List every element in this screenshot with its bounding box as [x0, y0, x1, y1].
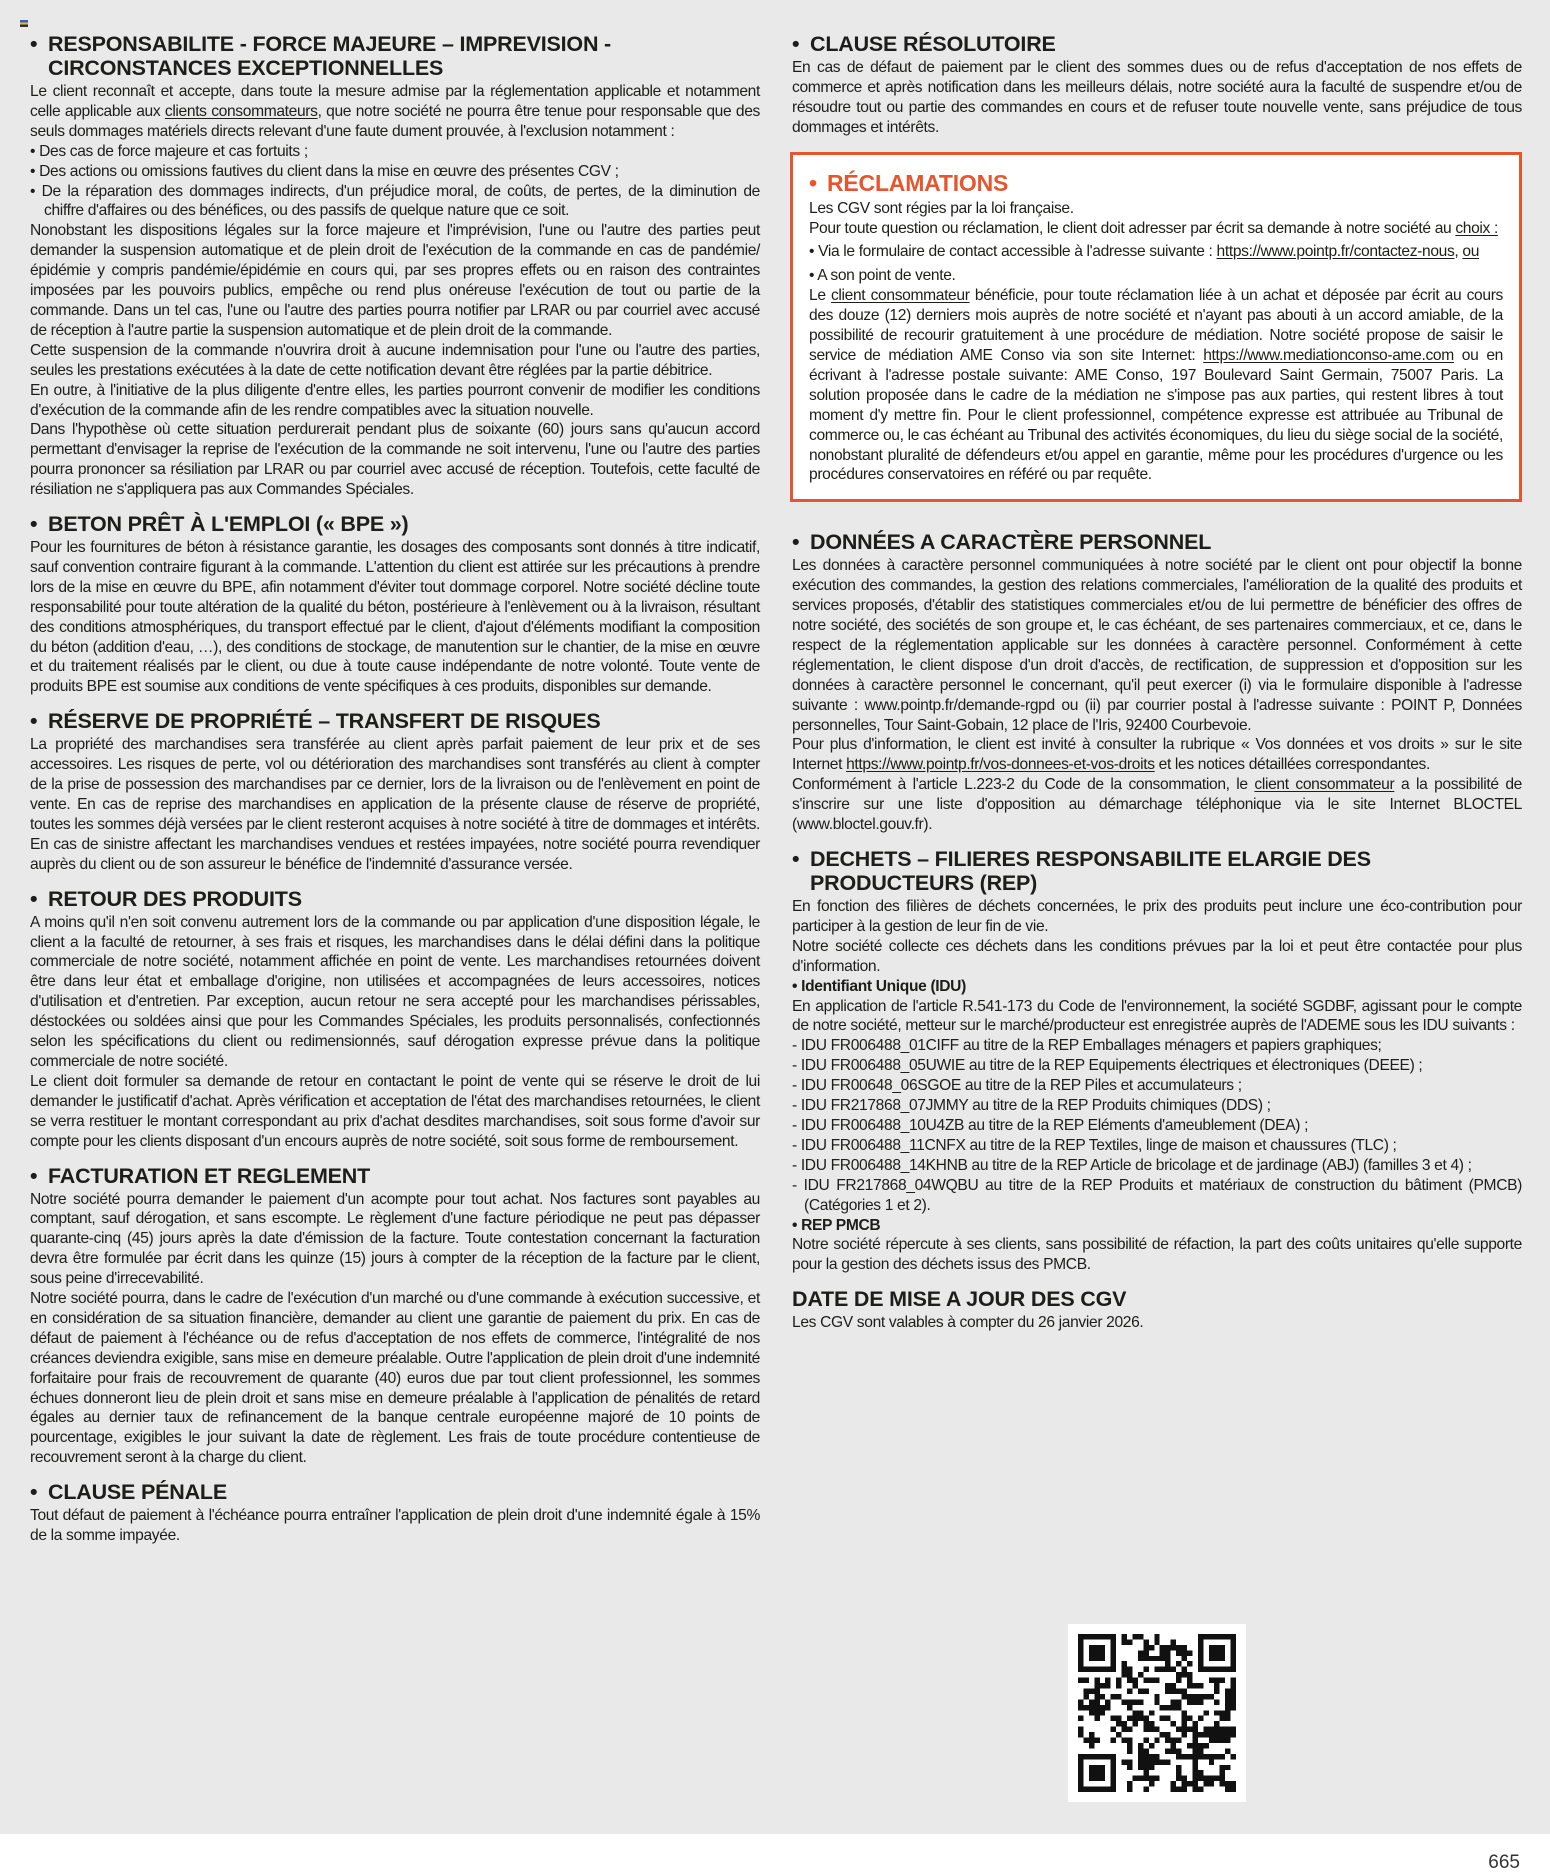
text: Les CGV sont régies par la loi française.: [809, 199, 1074, 217]
text: a la possibilité de s'inscrire sur une liste d'opposition au démarchage téléphonique via le site Internet BLOCTEL (www.bloctel.gouv.fr).: [792, 776, 1522, 834]
page-number: 665: [1488, 1852, 1520, 1873]
text: Tout défaut de paiement à l'échéance pourra entraîner l'application de plein droit d'une indemnité égale à 15% de la somme impayée.: [30, 1507, 760, 1545]
underlined-text: clients consommateurs: [164, 102, 318, 120]
bullet-icon: •: [792, 977, 798, 995]
paragraph: [792, 556, 1522, 735]
section-date-de-mise-a-jour-des-cgv: [792, 1287, 1522, 1333]
section-title-text: DECHETS – FILIERES RESPONSABILITE ELARGIE DES PRODUCTEURS (REP): [810, 847, 1371, 895]
text: A son point de vente.: [817, 267, 956, 285]
underlined-text: choix :: [1455, 219, 1498, 237]
text: ou en écrivant à l'adresse postale suivante: AME Conso, 197 Boulevard Saint Germain, 75007 Paris. La solution proposée dans le cadre de la médiation ne s'impose pas aux parties, qui restent libres à tout moment d'y mettre fin. Pour le client professionnel, compétence expresse est attribuée au Tribunal de commerce ou, le cas échéant au Tribunal des activités économiques, du lieu du siège social de la société, nonobstant pluralité de défendeurs et/ou appel en garantie, même pour les procédures d'urgence ou les procédures conservatoires en référé ou par requête.: [809, 346, 1503, 484]
bullet-icon: •: [30, 32, 38, 56]
paragraph: [30, 1289, 760, 1468]
section-title: [792, 530, 1522, 554]
list-item: [30, 142, 760, 162]
paragraph: [30, 1506, 760, 1546]
bullet-icon: •: [809, 267, 815, 285]
underlined-text: ou: [1462, 243, 1480, 261]
text: IDU FR217868_04WQBU au titre de la REP Produits et matériaux de construction du bâtiment (PMCB) (Catégories 1 et 2).: [803, 1176, 1523, 1214]
text: Notre société collecte ces déchets dans les conditions prévues par la loi et peut être contactée pour plus d'information.: [792, 937, 1522, 975]
text: Identifiant Unique (IDU): [801, 977, 966, 995]
idu-list-item: [792, 1176, 1522, 1216]
text: IDU FR00648_06SGOE au titre de la REP Piles et accumulateurs ;: [800, 1077, 1242, 1095]
section-title: [792, 32, 1522, 56]
paragraph: [30, 538, 760, 697]
section-title-text: BETON PRÊT À L'EMPLOI (« BPE »): [48, 512, 409, 537]
paragraph: [792, 775, 1522, 835]
text: bénéficie, pour toute réclamation liée à un achat et déposée par écrit au cours des douze (12) derniers mois auprès de notre société et n'ayant pas abouti à un accord amiable, de la possibilité de recourir gratuitement à une procédure de médiation. Notre société propose de saisir le service de médiation AME Conso via son site Internet:: [809, 287, 1503, 364]
text: Pour plus d'information, le client est invité à consulter la rubrique « Vos données et vos droits » sur le site Internet: [792, 736, 1522, 774]
text: En outre, à l'initiative de la plus diligente d'entre elles, les parties pourront convenir de modifier les conditions d'exécution de la commande afin de les rendre compatibles avec la situation nouvelle.: [30, 381, 760, 419]
qr-code[interactable]: [1068, 1624, 1246, 1802]
bullet-icon: •: [792, 530, 800, 555]
text: En fonction des filières de déchets concernées, le prix des produits peut inclure une éco-contribution pour participer à la gestion de leur fin de vie.: [792, 898, 1522, 935]
paragraph: [30, 1190, 760, 1290]
idu-list-item: [792, 1116, 1522, 1136]
text: REP PMCB: [801, 1216, 881, 1234]
idu-list-item: [792, 1056, 1522, 1076]
section-beton-pret-a-l-emploi-bpe: [30, 512, 760, 697]
idu-list-item: [792, 1156, 1522, 1176]
section-title: [809, 169, 1503, 197]
paragraph: [809, 286, 1503, 485]
bullet-icon: •: [792, 32, 800, 56]
subheading: [792, 977, 1522, 997]
section-clause-resolutoire: [792, 32, 1522, 138]
bullet-icon: •: [30, 512, 38, 537]
text: Nonobstant les dispositions légales sur la force majeure et l'imprévision, l'une ou l'autre des parties peut demander la suspension automatique et de plein droit de l'exécution de la commande en cas de pandémie/épidémie y compris pandémie/épidémie en cours qui, par ses propres effets ou en raison des contraintes imposées par les pouvoirs publics, empêche ou rend plus onéreuse l'exécution de tout ou partie de la commande. Dans un tel cas, l'une ou l'autre des parties pourra notifier par LRAR ou par courriel avec accusé de réception à l'autre partie la suspension automatique et de plein droit de la commande.: [30, 222, 760, 339]
text: Pour les fournitures de béton à résistance garantie, les dosages des composants sont donnés à titre indicatif, sauf convention contraire figurant à la commande. L'attention du client est attirée sur les précautions à prendre lors de la mise en œuvre du BPE, afin notamment d'éviter tout dommage corporel. Notre société décline toute responsabilité pour toute altération de la qualité du béton, postérieure à l'enlèvement ou à la livraison, résultant des conditions atmosphériques, du transport effectué par le client, d'ajout d'éléments modifiant la composition du béton (addition d'eau, …), des conditions de stockage, de manutention sur le chantier, de la mise en œuvre et du traitement réalisés par le client, ou due à toute cause indépendante de notre volonté. Toute vente de produits BPE est soumise aux conditions de vente spécifiques à ces produits, disponibles sur demande.: [30, 539, 760, 696]
paragraph: [30, 735, 760, 874]
bullet-icon: •: [809, 243, 815, 261]
idu-list-item: [792, 1076, 1522, 1096]
link[interactable]: https://www.pointp.fr/vos-donnees-et-vos-droits: [846, 756, 1155, 774]
text: A moins qu'il n'en soit convenu autrement lors de la commande ou par application d'une disposition légale, le client a la faculté de retourner, à ses frais et risques, les marchandises dans le délai défini dans la politique commerciale de notre société, notamment affichée en point de vente. Les marchandises retournées doivent être dans leur état et emballage d'origine, non utilisées et accompagnées de leurs accessoires, notices d'utilisation et d'entretien. Par exception, aucun retour ne sera accepté pour les marchandises périssables, déstockées ou soldées ainsi que pour les Commandes Spéciales, les produits personnalisés, confectionnés selon les spécifications du client ou redimensionnés, sauf dérogation expresse prévue dans la politique commerciale de notre société.: [30, 913, 760, 1070]
bullet-icon: •: [30, 709, 38, 734]
bullet-icon: •: [30, 886, 38, 911]
paragraph: [809, 219, 1503, 239]
section-title: [30, 512, 760, 536]
section-facturation-et-reglement: [30, 1164, 760, 1469]
text: IDU FR217868_07JMMY au titre de la REP Produits chimiques (DDS) ;: [800, 1097, 1271, 1115]
section-title: [792, 1287, 1522, 1311]
bullet-icon: •: [30, 1163, 38, 1188]
text: IDU FR006488_14KHNB au titre de la REP Article de bricolage et de jardinage (ABJ) (familles 3 et 4) ;: [800, 1156, 1472, 1174]
paragraph: [809, 199, 1503, 219]
section-title: [792, 847, 1522, 895]
text: Les données à caractère personnel communiquées à notre société par le client ont pour objectif la bonne exécution des commandes, la gestion des relations commerciales, l'amélioration de la qualité des produits et services proposés, d'établir des statistiques commerciales et/ou de lui permettre de bénéficier des offres de notre société, des sociétés de son groupe et, le cas échéant, de ses partenaires commerciaux, et ce, dans le respect de la réglementation applicable sur les données à caractère personnel. Conformément à cette réglementation, le client dispose d'un droit d'accès, de rectification, de suppression et d'opposition sur les données à caractère personnel le concernant, qu'il peut exercer (i) via le formulaire disponible à l'adresse suivante : www.pointp.fr/demande-rgpd ou (ii) par courrier postal à l'adresse suivante : POINT P, Données personnelles, Tour Saint-Gobain, 12 place de l'Iris, 92400 Courbevoie.: [792, 557, 1522, 734]
text: IDU FR006488_05UWIE au titre de la REP Equipements électriques et électroniques (DEEE) ;: [800, 1057, 1423, 1075]
text: Le client doit formuler sa demande de retour en contactant le point de vente qui se réserve le droit de lui demander le justificatif d'achat. Après vérification et acceptation de l'état des marchandises retournées, le client se verra restituer le montant correspondant au prix d'achat desdites marchandises, soit sous forme d'avoir sur compte pour les clients disposant d'un encours auprès de notre société, soit sous forme de remboursement.: [30, 1072, 760, 1150]
text: Des cas de force majeure et cas fortuits ;: [39, 142, 308, 160]
bullet-icon: -: [792, 1136, 797, 1154]
text: Notre société pourra, dans le cadre de l'exécution d'un marché ou d'une commande à exécution successive, et en considération de sa situation financière, demander au client une garantie de paiement du prix. En cas de défaut de paiement à l'échéance ou de refus d'acceptation de nos effets de commerce, l'intégralité de nos créances deviendra exigible, sans mise en demeure préalable. Outre l'application de plein droit d'une indemnité forfaitaire pour frais de recouvrement de quarante (40) euros due par tout client professionnel, les sommes échues donneront lieu de plein droit et sans mise en demeure préalable à l'application de pénalités de retard égales au dernier taux de refinancement de la banque centrale européenne majoré de 10 points de pourcentage, exigibles le jour suivant la date de règlement. Les frais de toute procédure contentieuse de recouvrement seront à la charge du client.: [30, 1290, 760, 1467]
paragraph: [792, 1313, 1522, 1333]
text: Le: [809, 287, 831, 305]
bullet-icon: •: [30, 1480, 38, 1505]
text: Cette suspension de la commande n'ouvrira droit à aucune indemnisation pour l'une ou l'autre des parties, seules les prestations exécutées à la date de cette notification devant être réglées par la partie débitrice.: [30, 341, 760, 379]
section-title-text: CLAUSE PÉNALE: [48, 1480, 227, 1505]
text: En application de l'article R.541-173 du Code de l'environnement, la société SGDBF, agissant pour le compte de notre société, metteur sur le marché/producteur est enregistrée auprès de l'ADEME sous les IDU suivants :: [792, 997, 1522, 1035]
paragraph: [30, 1072, 760, 1152]
text: Dans l'hypothèse où cette situation perdurerait pendant plus de soixante (60) jours sans qu'aucun accord permettant d'envisager la reprise de l'exécution de la commande ne soit intervenu, l'une ou l'autre des parties pourra prononcer sa résiliation par LRAR ou par courriel avec accusé de réception. Toutefois, cette faculté de résiliation ne s'appliquera pas aux Commandes Spéciales.: [30, 421, 760, 499]
section-title: [30, 709, 760, 733]
paragraph: [792, 997, 1522, 1037]
bullet-icon: -: [792, 1077, 797, 1095]
section-clause-penale: [30, 1480, 760, 1546]
idu-list-item: [792, 1136, 1522, 1156]
bullet-icon: •: [809, 169, 817, 196]
list-item: [30, 162, 760, 182]
section-title-text: RÉCLAMATIONS: [827, 169, 1009, 196]
text: IDU FR006488_11CNFX au titre de la REP Textiles, linge de maison et chaussures (TLC) ;: [800, 1136, 1397, 1154]
bullet-icon: -: [792, 1037, 797, 1055]
bullet-icon: -: [792, 1156, 797, 1174]
bullet-icon: •: [30, 142, 36, 160]
text: Notre société répercute à ses clients, sans possibilité de réfaction, la part des coûts unitaires qu'elle supporte pour la gestion des déchets issus des PMCB.: [792, 1236, 1522, 1274]
text: ,: [1454, 243, 1463, 261]
bullet-icon: -: [792, 1057, 797, 1075]
paragraph: [30, 341, 760, 381]
link[interactable]: https://www.pointp.fr/contactez-nous: [1216, 243, 1455, 261]
text: Pour toute question ou réclamation, le client doit adresser par écrit sa demande à notre société au: [809, 219, 1456, 237]
section-retour-des-produits: [30, 887, 760, 1152]
bullet-icon: •: [792, 1216, 798, 1234]
paragraph: [30, 381, 760, 421]
bullet-icon: -: [792, 1097, 797, 1115]
text: Des actions ou omissions fautives du client dans la mise en œuvre des présentes CGV ;: [39, 162, 619, 180]
subheading: [792, 1216, 1522, 1236]
idu-list-item: [792, 1036, 1522, 1056]
underlined-text: client consommateur: [830, 287, 970, 305]
color-marker: [20, 20, 28, 27]
text: La propriété des marchandises sera transférée au client après parfait paiement de leur prix et de ses accessoires. Les risques de perte, vol ou détérioration des marchandises sont transférés au client à compter de la prise de possession des marchandises par ce dernier, lors de la livraison ou de l'enlèvement en point de vente. En cas de reprise des marchandises en application de la présente clause de réserve de propriété, toutes les sommes déjà versées par le client resteront acquises à notre société à titre de dommages et intérêts. En cas de sinistre affectant les marchandises vendues et restées impayées, notre société pourra revendiquer auprès du client ou de son assureur le bénéfice de l'indemnité d'assurance versée.: [30, 736, 760, 873]
section-title-text: RETOUR DES PRODUITS: [48, 886, 302, 911]
section-title-text: RÉSERVE DE PROPRIÉTÉ – TRANSFERT DE RISQUES: [48, 709, 601, 734]
paragraph: [792, 58, 1522, 138]
link[interactable]: https://www.mediationconso-ame.com: [1203, 346, 1454, 364]
section-title-text: DATE DE MISE A JOUR DES CGV: [792, 1287, 1127, 1312]
section-responsabilite-force-majeure-imprevision: [30, 32, 760, 500]
bullet-icon: •: [792, 847, 800, 871]
section-title-text: RESPONSABILITE - FORCE MAJEURE – IMPREVISION - CIRCONSTANCES EXCEPTIONNELLES: [48, 32, 612, 80]
text: , que notre société ne pourra être tenue pour responsable que des seuls dommages matériels directs relevant d'une faute dument prouvée, à l'exclusion notamment :: [30, 102, 760, 140]
section-donnees-a-caractere-personnel: [792, 530, 1522, 835]
text: IDU FR006488_10U4ZB au titre de la REP Eléments d'ameublement (DEA) ;: [800, 1116, 1309, 1134]
bullet-icon: -: [792, 1116, 797, 1134]
text: Les CGV sont valables à compter du 26 janvier 2026.: [792, 1314, 1144, 1332]
text: Le client reconnaît et accepte, dans toute la mesure admise par la réglementation applicable et notamment celle applicable aux: [30, 83, 760, 120]
right-column: [792, 26, 1522, 1333]
list-item: [30, 182, 760, 222]
paragraph: [30, 913, 760, 1072]
paragraph: [792, 735, 1522, 775]
section-dechets-filieres-responsabilite-elargie-: [792, 847, 1522, 1275]
paragraph: [30, 420, 760, 500]
section-title: [30, 1164, 760, 1188]
bullet-icon: •: [30, 162, 36, 180]
section-title-text: FACTURATION ET REGLEMENT: [48, 1163, 371, 1188]
section-title-text: CLAUSE RÉSOLUTOIRE: [810, 32, 1056, 56]
text: et les notices détaillées correspondantes.: [1154, 756, 1430, 774]
paragraph: [30, 82, 760, 142]
list-item: [809, 266, 1503, 286]
underlined-text: client consommateur: [1254, 776, 1395, 794]
paragraph: [792, 1235, 1522, 1275]
idu-list-item: [792, 1096, 1522, 1116]
section-title-text: DONNÉES A CARACTÈRE PERSONNEL: [810, 530, 1212, 555]
text: En cas de défaut de paiement par le client des sommes dues ou de refus d'acceptation de nos effets de commerce et après notification dans les meilleurs délais, notre société aura la faculté de suspendre et/ou de résoudre tout ou partie des commandes en cours et de refuser toute nouvelle vente, sans préjudice de tous dommages et intérêts.: [792, 59, 1522, 136]
paragraph: [30, 221, 760, 340]
text: De la réparation des dommages indirects, d'un préjudice moral, de coûts, de pertes, de la diminution de chiffre d'affaires ou des bénéfices, ou des passifs de quelque nature que ce soit.: [41, 182, 760, 220]
section-title: [30, 1480, 760, 1504]
paragraph: [792, 937, 1522, 977]
left-column: [30, 26, 760, 1546]
section-reclamations: [790, 152, 1522, 503]
list-item: [809, 242, 1503, 262]
section-reserve-de-propriete-transfert-de-risque: [30, 709, 760, 874]
text: Via le formulaire de contact accessible à l'adresse suivante :: [818, 243, 1217, 261]
section-title: [30, 32, 760, 80]
bullet-icon: -: [792, 1176, 797, 1194]
text: Conformément à l'article L.223-2 du Code de la consommation, le: [792, 776, 1255, 794]
text: IDU FR006488_01CIFF au titre de la REP Emballages ménagers et papiers graphiques;: [800, 1037, 1382, 1055]
section-title: [30, 887, 760, 911]
paragraph: [792, 897, 1522, 937]
text: Notre société pourra demander le paiement d'un acompte pour tout achat. Nos factures sont payables au comptant, sauf dérogation, et sans escompte. Le règlement d'une facture périodique ne peut pas dépasser quarante-cinq (45) jours après la date d'émission de la facture. Toute contestation concernant la facturation devra être formulée par écrit dans les quinze (15) jours à compter de la réception de la facture par le client, sous peine d'irrecevabilité.: [30, 1190, 760, 1288]
bullet-icon: •: [30, 182, 36, 200]
